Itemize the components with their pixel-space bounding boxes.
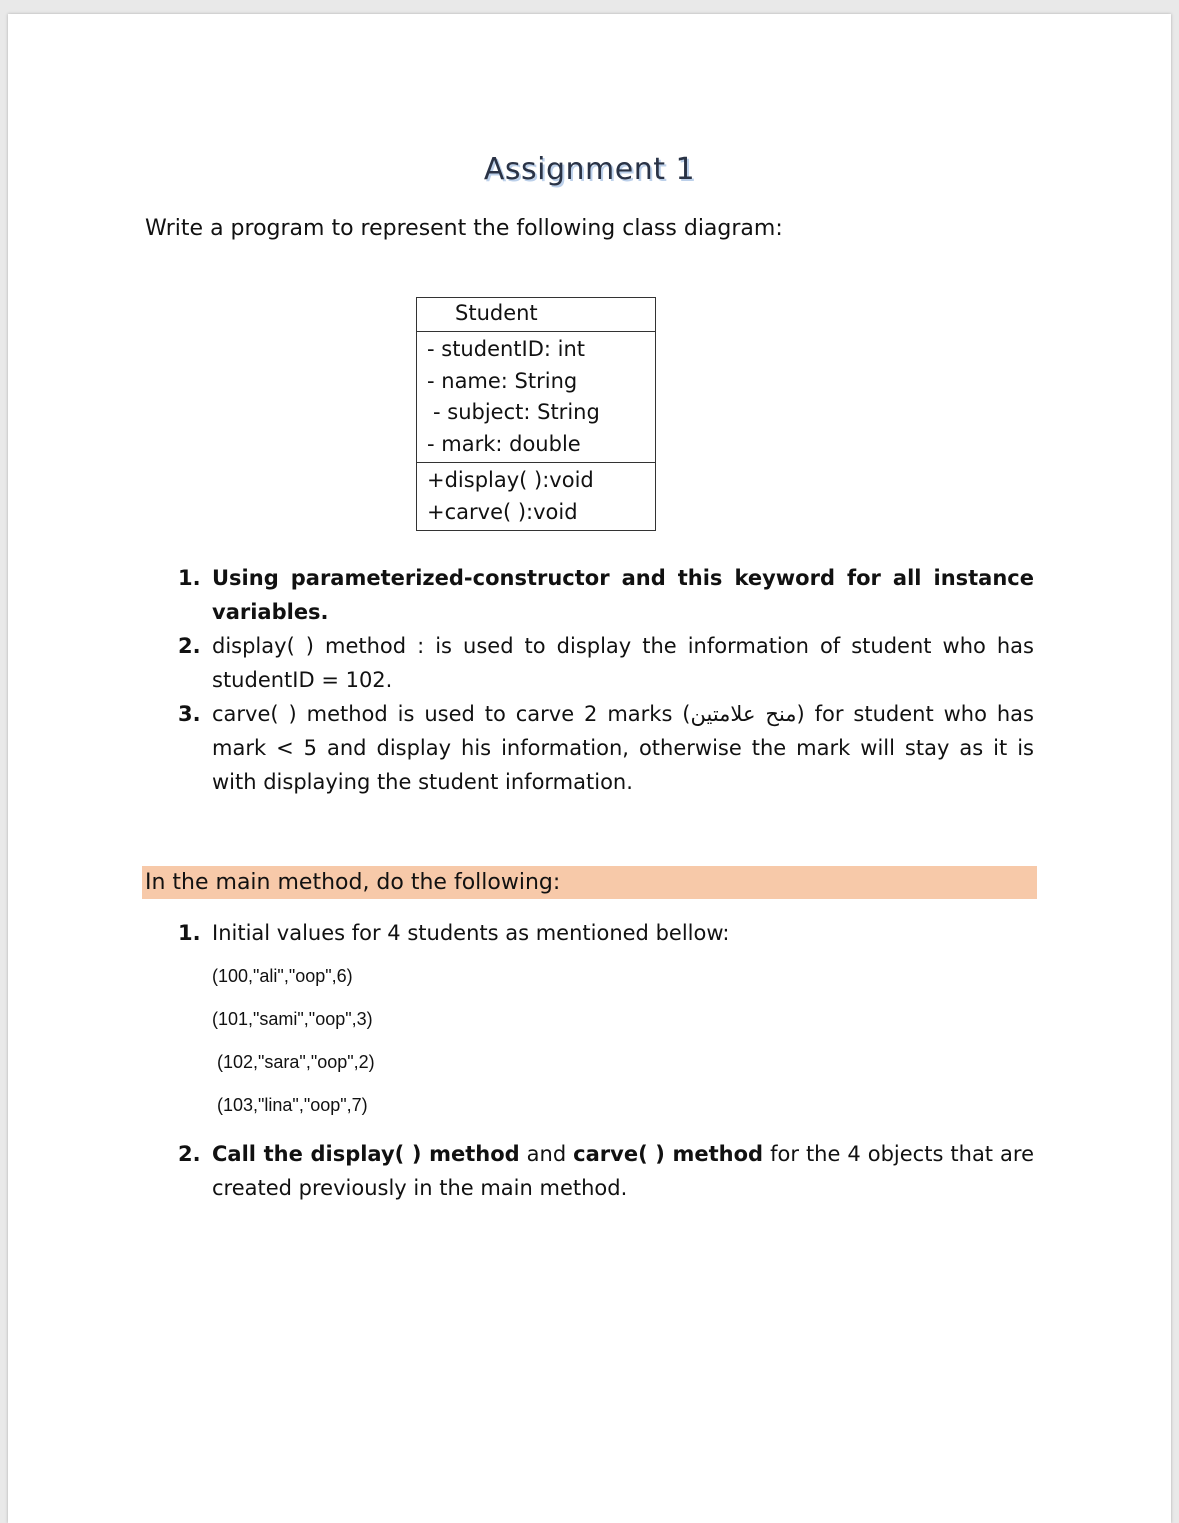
main-step-2-text-1: and (519, 1142, 574, 1166)
student-values: (100,"ali","oop",6) (212, 966, 353, 986)
student-values: (103,"lina","oop",7) (217, 1095, 368, 1115)
uml-attribute: - name: String (427, 368, 578, 393)
main-step-1 (178, 916, 1034, 950)
requirement-1-line-2: variables. (212, 600, 329, 624)
item-number: 1. (178, 566, 201, 590)
uml-method: +carve( ):void (427, 499, 578, 524)
item-number: 3. (178, 702, 201, 726)
requirements-list (178, 561, 1034, 799)
main-step-1-text: Initial values for 4 students as mentioned bellow: (212, 921, 730, 945)
uml-attributes (417, 332, 655, 463)
uml-method: +display( ):void (427, 468, 594, 492)
requirement-1-line-1: Using parameterized-constructor and this keyword for all instance (212, 566, 1034, 590)
item-number: 1. (178, 921, 201, 945)
requirement-item (178, 629, 1034, 697)
requirement-item (178, 697, 1034, 799)
main-step-2-text-2: for the 4 objects that are created previously in the main method. (212, 1142, 1034, 1200)
main-method-heading: In the main method, do the following: (142, 866, 1037, 899)
requirement-2-text: display( ) method : is used to display the information of student who has studentID = 102. (212, 634, 1034, 692)
main-step-2-bold-1: Call the display( ) method (212, 1142, 520, 1166)
uml-attribute: - mark: double (427, 431, 581, 456)
main-step-item (178, 1137, 1034, 1205)
requirement-3-part-1: carve( ) method is used to carve 2 marks ( (212, 702, 691, 726)
uml-attribute: - studentID: int (427, 337, 586, 361)
item-number: 2. (178, 1142, 201, 1166)
main-step-2 (178, 1137, 1034, 1205)
main-step-item (178, 916, 1034, 950)
student-values: (101,"sami","oop",3) (212, 1009, 373, 1029)
uml-class-name: Student (417, 298, 655, 332)
requirement-item (178, 561, 1034, 629)
main-step-2-bold-2: carve( ) method (573, 1142, 764, 1166)
student-values: (102,"sara","oop",2) (217, 1052, 375, 1072)
requirement-3-text (212, 697, 1034, 799)
uml-methods (417, 463, 655, 530)
uml-attribute: - subject: String (433, 400, 600, 424)
main-step-2-text (212, 1137, 1034, 1205)
intro-text: Write a program to represent the following class diagram: (145, 216, 783, 241)
uml-class-box (416, 297, 656, 531)
item-number: 2. (178, 634, 201, 658)
assignment-title: Assignment 1 (483, 152, 696, 187)
arabic-phrase: منح علامتين (690, 702, 797, 726)
requirement-3-part-2: ) for student who has mark < 5 and display his information, otherwise the mark will stay as it is with displaying the student information. (212, 702, 1034, 794)
